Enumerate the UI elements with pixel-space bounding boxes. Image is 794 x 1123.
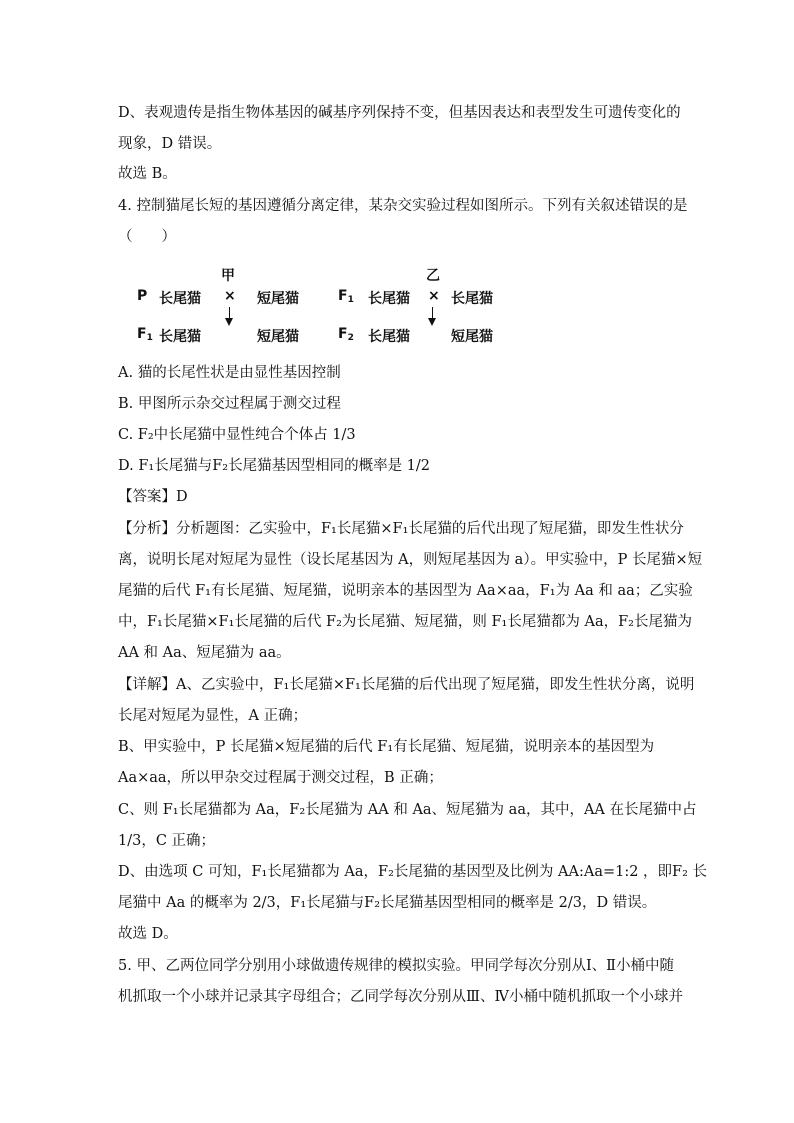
f2-short-tail-cat-result: 短尾猫 [451,329,493,345]
analysis-line: 离，说明长尾对短尾为显性（设长尾基因为 A，则短尾基因为 a）。甲实验中，P 长尾猫×短 [118,552,703,568]
f1-long-tail-cat-b: 长尾猫 [451,291,493,307]
option-a: A. 猫的长尾性状是由显性基因控制 [118,365,341,381]
answer-line: 【答案】D [118,489,188,505]
option-c: C. F₂中长尾猫中显性纯合个体占 1/3 [118,427,356,443]
detail-line: C、则 F₁长尾猫都为 Aa，F₂长尾猫为 AA 和 Aa、短尾猫为 aa，其中，AA 在长尾猫中占 [118,802,697,818]
detail-line: 长尾对短尾为显性，A 正确； [118,708,308,724]
question-5-stem: 机抓取一个小球并记录其字母组合；乙同学每次分别从Ⅲ、Ⅳ小桶中随机抓取一个小球并 [118,989,683,1005]
option-b: B. 甲图所示杂交过程属于测交过程 [118,396,341,412]
analysis-line: 【分析】分析题图：乙实验中，F₁长尾猫×F₁长尾猫的后代出现了短尾猫，即发生性状分 [118,521,684,537]
detail-line: 尾猫中 Aa 的概率为 2/3，F₁长尾猫与F₂长尾猫基因型相同的概率是 2/3，D 错误。 [118,895,657,911]
generation-f2-label: $F_2$ [338,326,354,343]
text-line: 故选 B。 [118,166,177,182]
answer-blank: （ ） [118,229,176,245]
generation-f1-label: $F_1$ [338,288,354,305]
text-line: 现象，D 错误。 [118,136,222,152]
question-4-stem: 4. 控制猫尾长短的基因遵循分离定律，某杂交实验过程如图所示。下列有关叙述错误的是 [118,198,688,214]
generation-f1-label: $F_1$ [137,326,153,343]
arrow-down-icon [432,307,433,324]
detail-line: 故选 D。 [118,926,178,942]
f1-short-tail-cat-result: 短尾猫 [257,329,299,345]
p-short-tail-cat: 短尾猫 [257,291,299,307]
detail-line: 1/3，C 正确； [118,833,216,849]
cross-label-yi: 乙 [426,268,440,284]
analysis-line: AA 和 Aa、短尾猫为 aa。 [118,645,291,661]
arrow-down-icon [229,307,230,324]
detail-line: B、甲实验中，P 长尾猫×短尾猫的后代 F₁有长尾猫、短尾猫，说明亲本的基因型为 [118,739,655,755]
f1-long-tail-cat-a: 长尾猫 [368,291,410,307]
question-5-stem: 5. 甲、乙两位同学分别用小球做遗传规律的模拟实验。甲同学每次分别从Ⅰ、Ⅱ小桶中随 [118,958,675,974]
detail-line: 【详解】A、乙实验中，F₁长尾猫×F₁长尾猫的后代出现了短尾猫，即发生性状分离，说明 [118,677,695,693]
generation-p-label: P [137,288,148,304]
cross-symbol-jia: × [224,288,236,304]
analysis-line: 中，F₁长尾猫×F₁长尾猫的后代 F₂为长尾猫、短尾猫，则 F₁长尾猫都为 Aa，F₂长尾猫为 [118,614,692,630]
analysis-line: 尾猫的后代 F₁有长尾猫、短尾猫，说明亲本的基因型为 Aa×aa，F₁为 Aa 和 aa；乙实验 [118,583,693,599]
detail-line: Aa×aa，所以甲杂交过程属于测交过程，B 正确； [118,770,443,786]
detail-line: D、由选项 C 可知，F₁长尾猫都为 Aa，F₂长尾猫的基因型及比例为 AA:Aa=1:2 ，即F₂ 长 [118,864,708,880]
p-long-tail-cat: 长尾猫 [159,291,201,307]
cross-symbol-yi: × [428,288,440,304]
option-d: D. F₁长尾猫与F₂长尾猫基因型相同的概率是 1/2 [118,458,431,474]
cross-label-jia: 甲 [221,268,235,284]
text-line: D、表观遗传是指生物体基因的碱基序列保持不变，但基因表达和表型发生可遗传变化的 [118,105,681,121]
f1-long-tail-cat-result: 长尾猫 [159,329,201,345]
f2-long-tail-cat-result: 长尾猫 [368,329,410,345]
